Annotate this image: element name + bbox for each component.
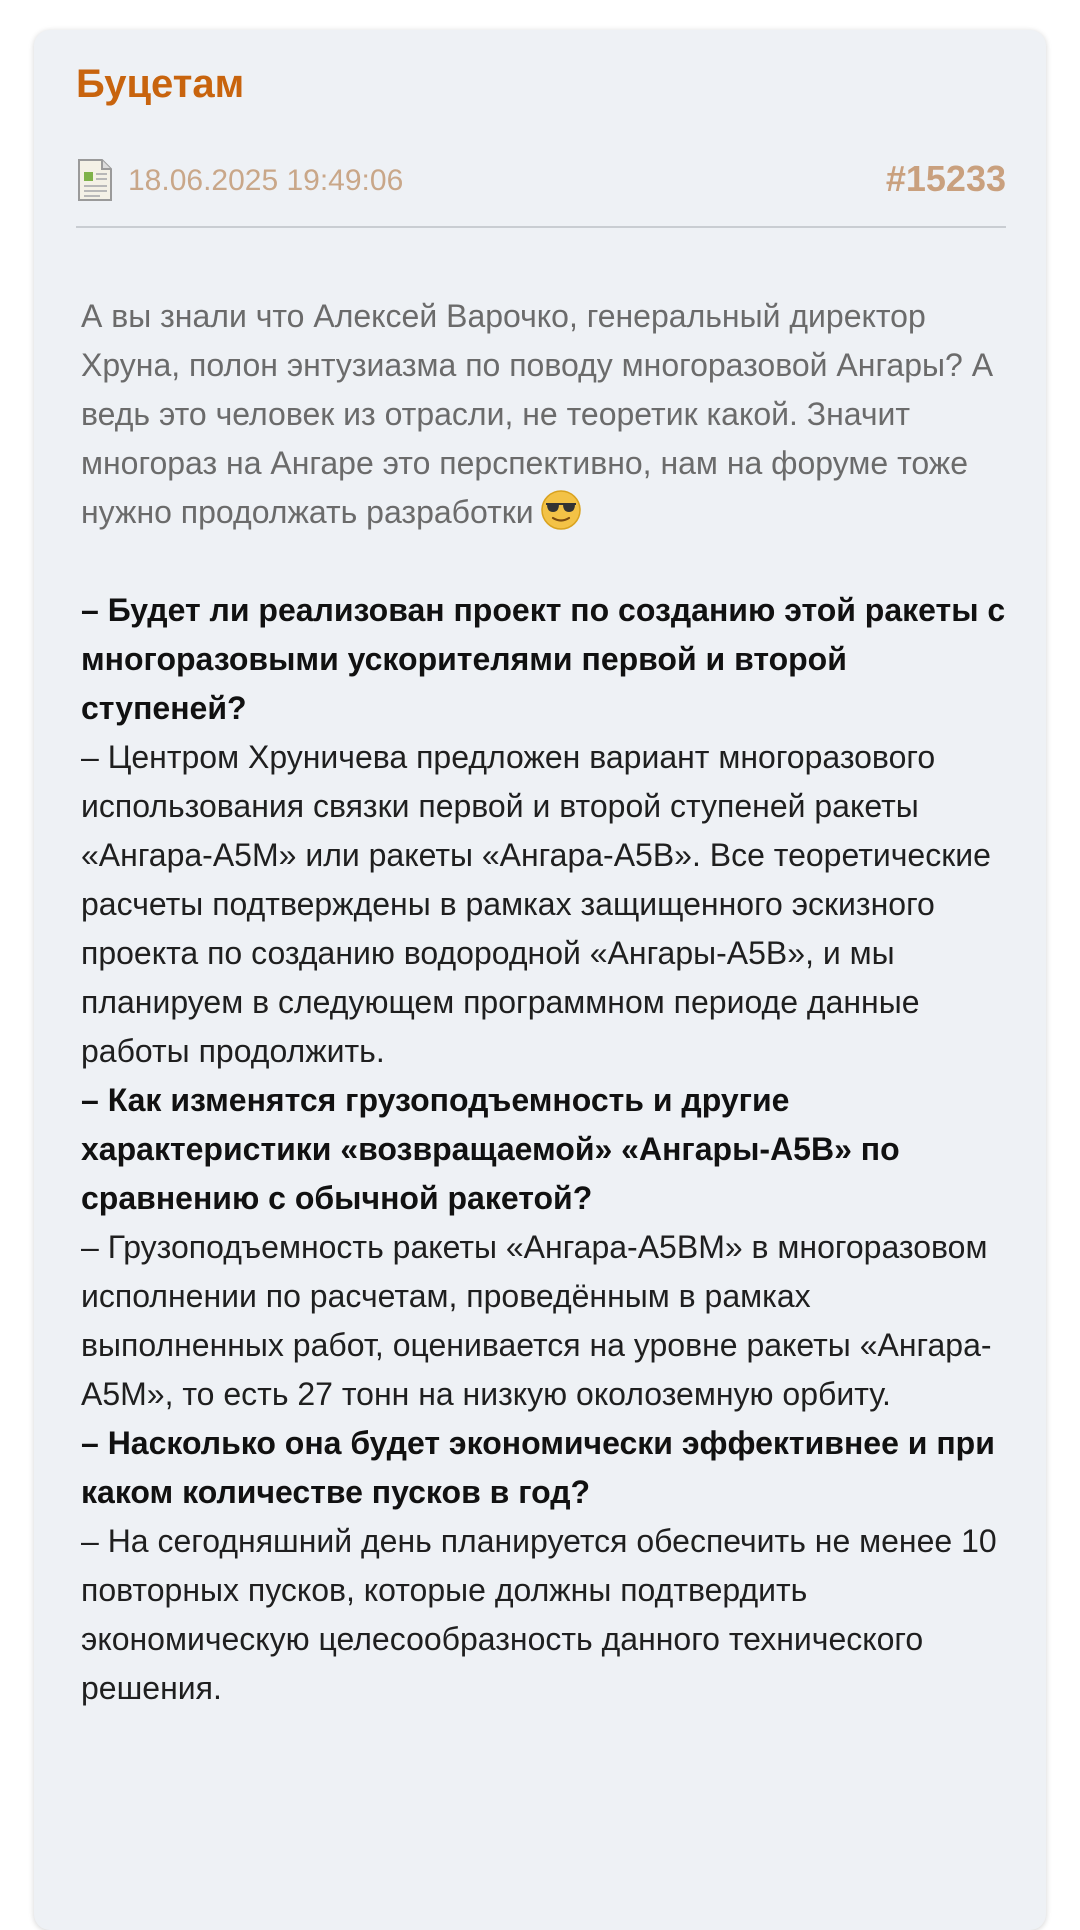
question-2: – Как изменятся грузоподъемность и другие характеристики «возвращаемой» «Ангары-А5В» по сравнению с обычной ракетой?	[81, 1082, 900, 1216]
post-date: 18.06.2025 19:49:06	[128, 164, 404, 197]
post-author[interactable]: Буцетам	[76, 62, 245, 106]
post-intro-text: А вы знали что Алексей Варочко, генеральный директор Хруна, полон энтузиазма по поводу многоразовой Ангары? А ведь это человек из отрасли, не теоретик какой. Значит многораз на Ангаре это перспективно, нам на форуме тоже нужно продолжать разработки	[81, 298, 994, 530]
answer-2: – Грузоподъемность ракеты «Ангара-А5ВМ» в многоразовом исполнении по расчетам, проведённым в рамках выполненных работ, оценивается на уровне ракеты «Ангара-А5М», то есть 27 тонн на низкую околоземную орбиту.	[81, 1229, 992, 1412]
post-body	[81, 292, 1011, 1713]
question-3: – Насколько она будет экономически эффективнее и при каком количестве пусков в год?	[81, 1425, 995, 1510]
post-card	[34, 30, 1046, 1930]
paragraph-gap	[81, 537, 1011, 586]
answer-1: – Центром Хруничева предложен вариант многоразового использования связки первой и второй ступеней ракеты «Ангара-А5М» или ракеты «Ангара-А5В». Все теоретические расчеты подтверждены в рамках защищенного эскизного проекта по созданию водородной «Ангары-А5В», и мы планируем в следующем программном периоде данные работы продолжить.	[81, 739, 991, 1069]
post-intro	[81, 292, 1011, 537]
post-number-link[interactable]: #15233	[885, 158, 1006, 199]
question-1: – Будет ли реализован проект по созданию этой ракеты с многоразовыми ускорителями первой и второй ступеней?	[81, 592, 1006, 726]
divider	[76, 226, 1006, 228]
document-icon[interactable]	[76, 158, 114, 202]
answer-3: – На сегодняшний день планируется обеспечить не менее 10 повторных пусков, которые должны подтвердить экономическую целесообразность данного технического решения.	[81, 1523, 997, 1706]
sunglasses-emoji-icon	[540, 489, 582, 531]
post-meta	[76, 158, 1006, 208]
